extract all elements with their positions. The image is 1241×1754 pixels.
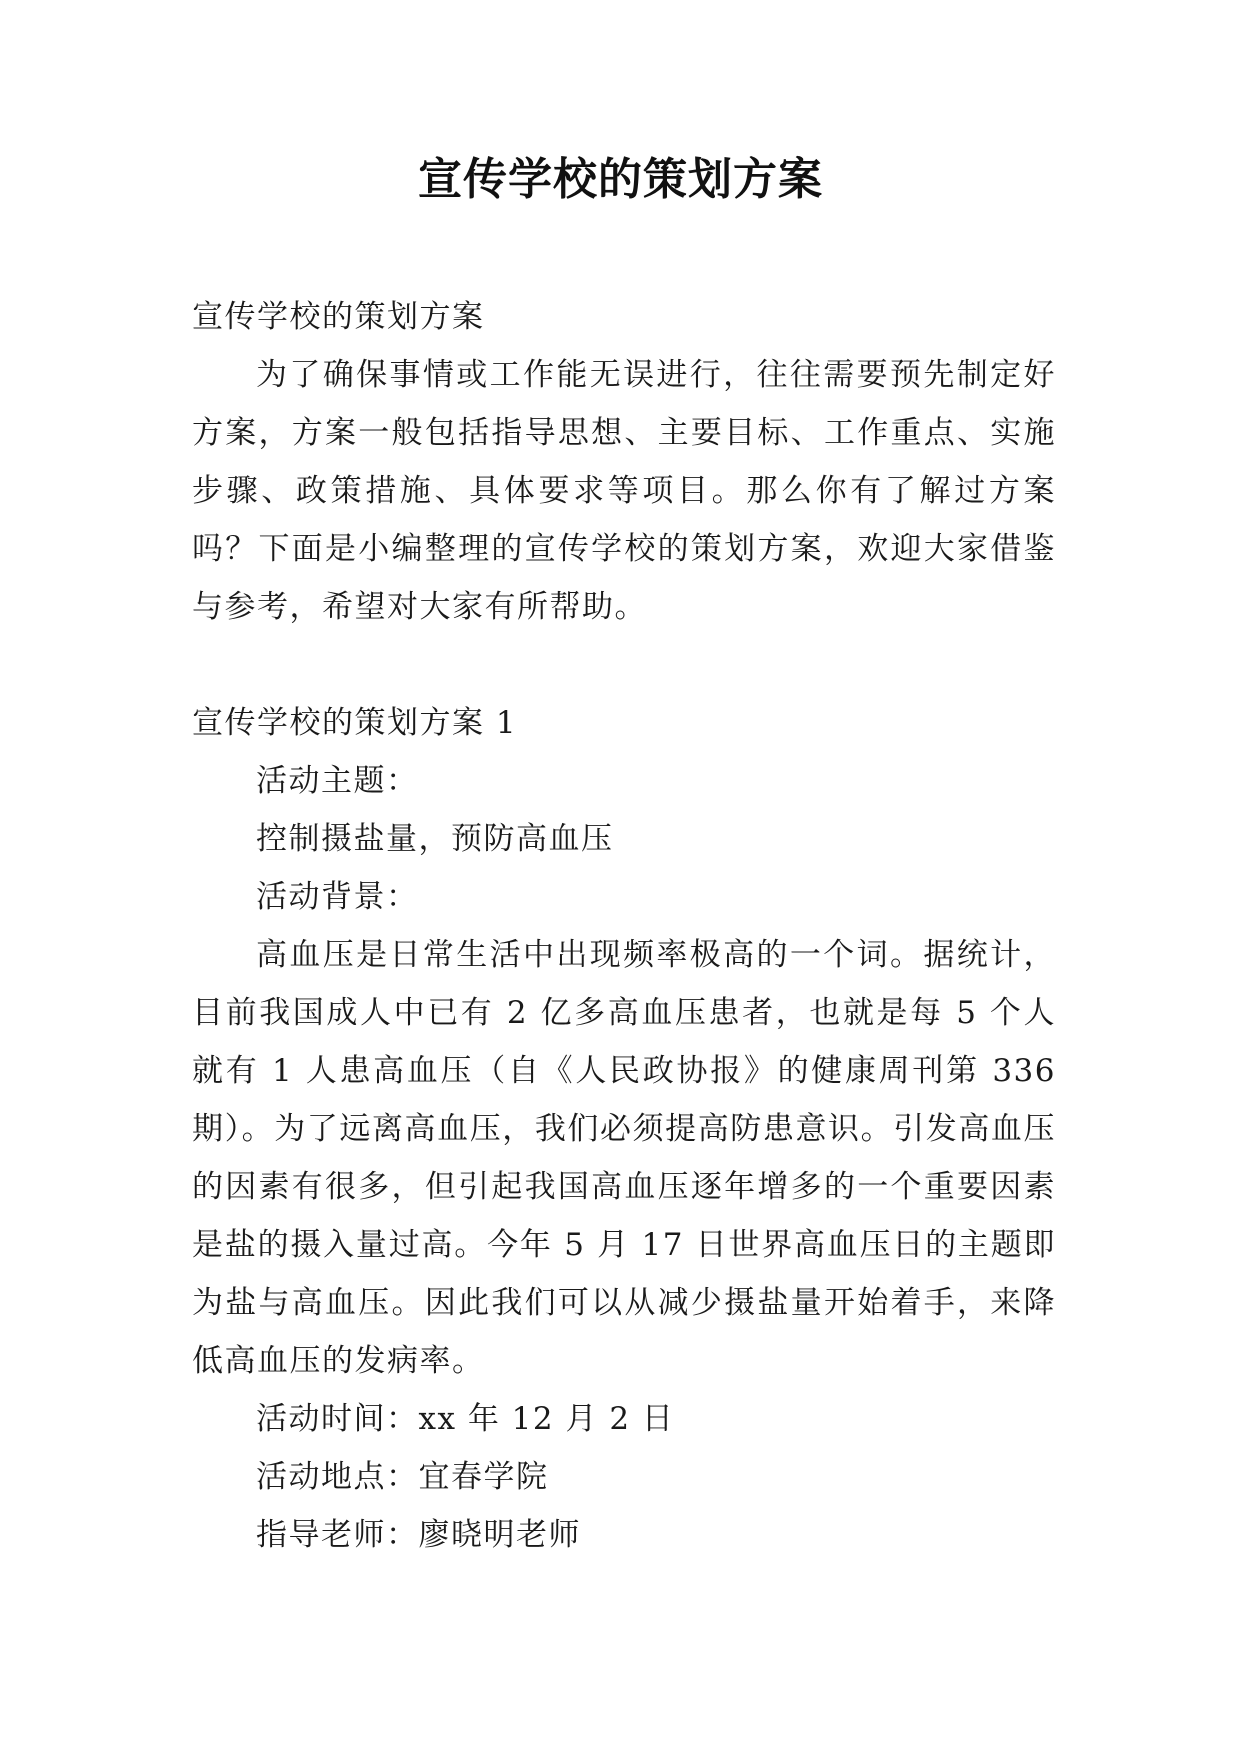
section-heading: 宣传学校的策划方案 1 (192, 705, 518, 741)
theme-value: 控制摄盐量，预防高血压 (256, 821, 614, 857)
activity-location: 活动地点：宜春学院 (256, 1459, 549, 1495)
theme-label: 活动主题： (256, 763, 419, 799)
activity-time: 活动时间：xx 年 12 月 2 日 (256, 1401, 675, 1437)
background-paragraph: 高血压是日常生活中出现频率极高的一个词。据统计，目前我国成人中已有 2 亿多高血压患者，也就是每 5 个人就有 1 人患高血压（自《人民政协报》的健康周刊第 336 期）。为了远离高血压，我们必须提高防患意识。引发高血压的因素有很多，但引起我国高血压逐年增多的一个重要因素是盐的摄入量过高。今年 5 月 17 日世界高血压日的主题即为盐与高血压。因此我们可以从减少摄盐量开始着手，来降低高血压的发病率。 (192, 937, 1056, 1379)
paragraph-spacer (192, 636, 1056, 694)
advisor-teacher: 指导老师：廖晓明老师 (256, 1517, 581, 1553)
document-subtitle: 宣传学校的策划方案 (192, 299, 485, 335)
document-title: 宣传学校的策划方案 (418, 154, 823, 205)
intro-paragraph: 为了确保事情或工作能无误进行，往往需要预先制定好方案，方案一般包括指导思想、主要目标、工作重点、实施步骤、政策措施、具体要求等项目。那么你有了解过方案吗？下面是小编整理的宣传学校的策划方案，欢迎大家借鉴与参考，希望对大家有所帮助。 (192, 357, 1056, 625)
document-body (192, 288, 1056, 1564)
background-label: 活动背景： (256, 879, 419, 915)
